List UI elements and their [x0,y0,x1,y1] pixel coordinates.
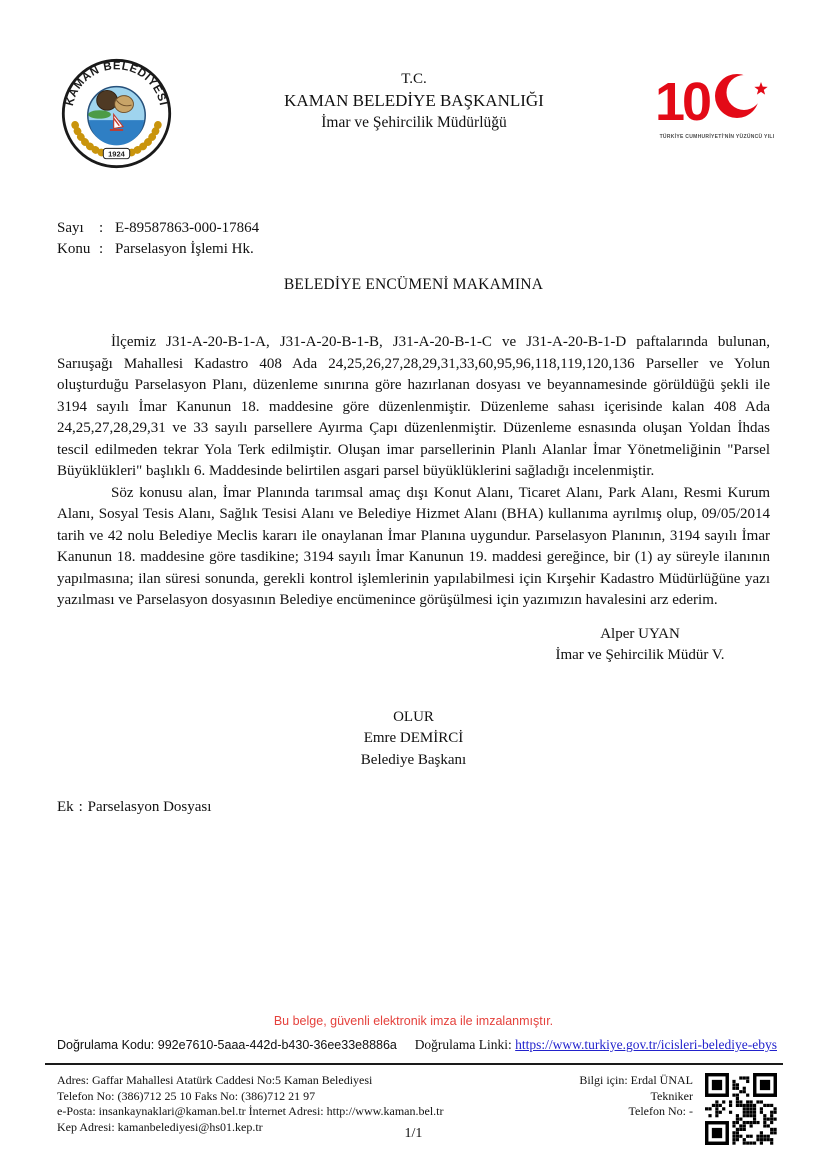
footer-contact-name: Bilgi için: Erdal ÜNAL [579,1073,693,1087]
konu-value: Parselasyon İşlemi Hk. [115,241,254,257]
verification-row [0,1037,827,1053]
esign-notice: Bu belge, güvenli elektronik imza ile imzalanmıştır. [273,1014,554,1028]
municipality-seal-logo [60,57,173,170]
signature-block [510,624,770,667]
konu-label: Konu [57,241,91,257]
centenary-100-icon [655,69,779,147]
centenary-100-logo [655,57,779,152]
sayi-label: Sayı [57,220,84,236]
attachment-label: Ek [57,799,74,815]
letterhead [173,57,655,133]
body-paragraph-1: İlçemiz J31-A-20-B-1-A, J31-A-20-B-1-B, J31-A-20-B-1-C ve J31-A-20-B-1-D paftalarında bulunan, Sarıuşağı Mahallesi Kadastro 408 Ada 24,25,26,27,28,29,31,33,60,95,96,118,119,120,136 Parseller ve Yolun oluşturduğu Parselasyon Planı, düzenleme sınırına göre hazırlanan dosyası ve beyannamesinde görüldüğü şekli ile 3194 sayılı İmar Kanunun 18. maddesine göre düzenlenmiştir. Düzenleme sahası içerisinde kalan 408 Ada 24,25,27,28,29,31 ve 33 sayılı parsellere Ayırma Çapı düzenlenmiştir. Düzenleme esnasında oluşan Yoldan İhdas tescil edilmeden tekrar Yola Terk edilmiştir. Oluşan imar parsellerinin Planlı Alanlar İmar Yönetmeliğinin "Parsel Büyüklükleri" başlıklı 6. Maddesinde belirtilen asgari parsel büyüklüklerini sağladığı incelenmiştir. [57,334,770,479]
body-paragraph-2: Söz konusu alan, İmar Planında tarımsal amaç dışı Konut Alanı, Ticaret Alanı, Park Alanı, Resmi Kurum Alanı, Sosyal Tesis Alanı, Sağlık Tesisi Alanı ve Belediye Hizmet Alanı (BHA) kullanıma ayrılmış olup, 09/05/2014 tarih ve 42 nolu Belediye Meclis kararı ile onaylanan İmar Planına uygundur. Parselasyon Planının, 3194 sayılı İmar Kanunun 18. maddesine göre tasdikine; 3194 sayılı İmar Kanunun 19. maddesi gereğince, bir (1) ay süreyle ilanının yapılmasına; ilan süresi sonunda, gerekli kontrol işlemlerinin yapılabilmesi için Kırşehir Kadastro Müdürlüğüne yazı yazılması ve Parselasyon dosyasının Belediye encümenince görüşülmesi için yazımızın havalesini arz ederim. [57,484,770,608]
signer-name: Alper UYAN [600,625,680,642]
verification-code-value: 992e7610-5aaa-442d-b430-36ee33e8886a [157,1038,397,1052]
footer-phone: Telefon No: (386)712 25 10 Faks No: (386)712 21 97 [57,1088,316,1103]
verification-code [57,1038,397,1052]
footer-contact-title: Tekniker [650,1088,693,1103]
document-body [57,332,770,612]
centenary-caption: TÜRKİYE CUMHURİYETİ'NİN YÜZÜNCÜ YILI [659,134,775,140]
signer-title: İmar ve Şehircilik Müdür V. [555,647,725,663]
attachment-value: Parselasyon Dosyası [87,799,212,815]
seal-icon [60,57,173,170]
footer-address: Adres: Gaffar Mahallesi Atatürk Caddesi No:5 Kaman Belediyesi [57,1073,373,1087]
footer-kep: Kep Adresi: kamanbelediyesi@hs01.kep.tr [57,1119,263,1134]
centenary-digits: 10 [655,72,710,132]
attachment-line [57,799,827,816]
letterhead-organization: KAMAN BELEDİYE BAŞKANLIĞI [284,90,544,110]
seal-top-text: KAMAN BELEDİYESİ [63,60,170,108]
approval-block [0,707,827,772]
konu-separator: : [99,241,104,257]
document-header [0,0,827,170]
footer-email: e-Posta: insankaynaklari@kaman.bel.tr İnternet Adresi: http://www.kaman.bel.tr [57,1104,444,1118]
sayi-value: E-89587863-000-17864 [115,220,260,236]
approval-olur: OLUR [393,708,434,725]
verification-link-wrap [415,1037,777,1053]
sayi-separator: : [99,220,104,236]
document-meta [57,218,827,260]
seal-year: 1924 [108,149,125,159]
document-footer-section [0,1014,827,1145]
recipient-heading: BELEDİYE ENCÜMENİ MAKAMINA [283,276,544,293]
meta-row-sayi [57,218,827,239]
letterhead-country: T.C. [401,71,427,87]
attachment-separator: : [78,799,83,815]
approver-name: Emre DEMİRCİ [363,730,464,746]
verification-link-label: Doğrulama Linki: [414,1037,512,1052]
letterhead-department: İmar ve Şehircilik Müdürlüğü [321,113,507,131]
page-number: 1/1 [404,1126,423,1141]
meta-row-konu [57,239,827,260]
verification-link[interactable]: https://www.turkiye.gov.tr/icisleri-belediye-ebys [515,1037,777,1052]
approver-title: Belediye Başkanı [360,751,467,768]
verification-code-label: Doğrulama Kodu: [57,1038,155,1052]
footer-contact-phone: Telefon No: - [628,1104,693,1118]
